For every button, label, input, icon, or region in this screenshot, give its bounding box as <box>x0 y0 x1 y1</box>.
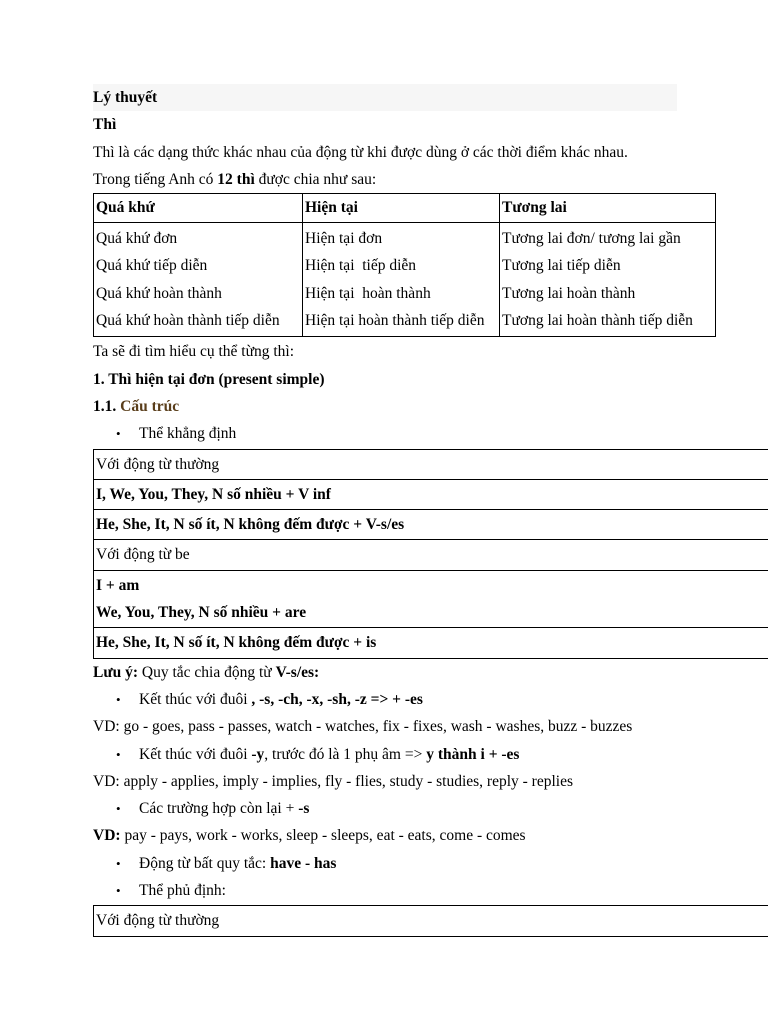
list-item: Tương lai hoàn thành <box>502 284 636 302</box>
past-column <box>94 223 303 337</box>
negative-bullet: • Thể phủ định: <box>93 877 768 904</box>
affirmative-table <box>93 449 768 659</box>
list-item: Tương lai hoàn thành tiếp diễn <box>502 312 693 330</box>
intro-line: Thì là các dạng thức khác nhau của động từ khi được dùng ở các thời điểm khác nhau. <box>93 143 628 161</box>
header-present: Hiện tại <box>303 194 500 223</box>
regular-singular-rule: He, She, It, N số ít, N không đếm được + V-s/es <box>94 510 768 540</box>
header-past: Quá khứ <box>94 194 303 223</box>
note-line: Lưu ý: Quy tắc chia động từ V-s/es: <box>93 663 320 681</box>
be-plural-rules: I + am We, You, They, N số nhiều + are <box>94 570 768 628</box>
rule4-bullet: • Động từ bất quy tắc: have - has <box>93 850 768 877</box>
list-item: Hiện tại hoàn thành <box>305 284 431 302</box>
tense-table <box>93 193 716 337</box>
list-item: Quá khứ tiếp diễn <box>96 257 208 275</box>
rule1-bullet: • Kết thúc với đuôi , -s, -ch, -x, -sh, -z => + -es <box>93 686 768 713</box>
topic-title: Thì <box>93 116 117 134</box>
be-singular-rule: He, She, It, N số ít, N không đếm được + is <box>94 628 768 658</box>
negative-table <box>93 905 768 936</box>
explore-line: Ta sẽ đi tìm hiểu cụ thể từng thì: <box>93 343 295 361</box>
example1-line: VD: go - goes, pass - passes, watch - watches, fix - fixes, wash - washes, buzz - buzzes <box>93 718 633 736</box>
future-column <box>500 223 716 337</box>
regular-plural-rule: I, We, You, They, N số nhiều + V inf <box>94 479 768 509</box>
example2-line: VD: apply - applies, imply - implies, fly - flies, study - studies, reply - replies <box>93 772 573 790</box>
header-future: Tương lai <box>500 194 716 223</box>
list-item: Hiện tại tiếp diễn <box>305 257 417 275</box>
affirmative-bullet: • Thể khẳng định <box>93 420 768 447</box>
section1-title: 1. Thì hiện tại đơn (present simple) <box>93 370 325 388</box>
rule2-bullet: • Kết thúc với đuôi -y, trước đó là 1 phụ âm => y thành i + -es <box>93 741 768 768</box>
rule3-bullet: • Các trường hợp còn lại + -s <box>93 795 768 822</box>
list-item: Tương lai tiếp diễn <box>502 257 621 275</box>
section-title: Lý thuyết <box>93 84 677 111</box>
example3-line: VD: pay - pays, work - works, sleep - sleeps, eat - eats, come - comes <box>93 827 526 845</box>
count-line: Trong tiếng Anh có 12 thì được chia như sau: <box>93 170 377 188</box>
list-item: Hiện tại hoàn thành tiếp diễn <box>305 312 485 330</box>
regular-verb-label: Với động từ thường <box>94 449 768 479</box>
negative-regular-label: Với động từ thường <box>94 906 768 936</box>
list-item: Quá khứ hoàn thành tiếp diễn <box>96 312 280 330</box>
list-item: Hiện tại đơn <box>305 230 383 248</box>
document-page <box>93 84 768 937</box>
be-verb-label: Với động từ be <box>94 540 768 570</box>
list-item: Tương lai đơn/ tương lai gần <box>502 230 681 248</box>
subsection-title: 1.1. Cấu trúc <box>93 397 180 415</box>
present-column <box>303 223 500 337</box>
tense-table-body <box>94 223 716 337</box>
list-item: Quá khứ đơn <box>96 230 178 248</box>
tense-table-header <box>94 194 716 223</box>
list-item: Quá khứ hoàn thành <box>96 284 222 302</box>
